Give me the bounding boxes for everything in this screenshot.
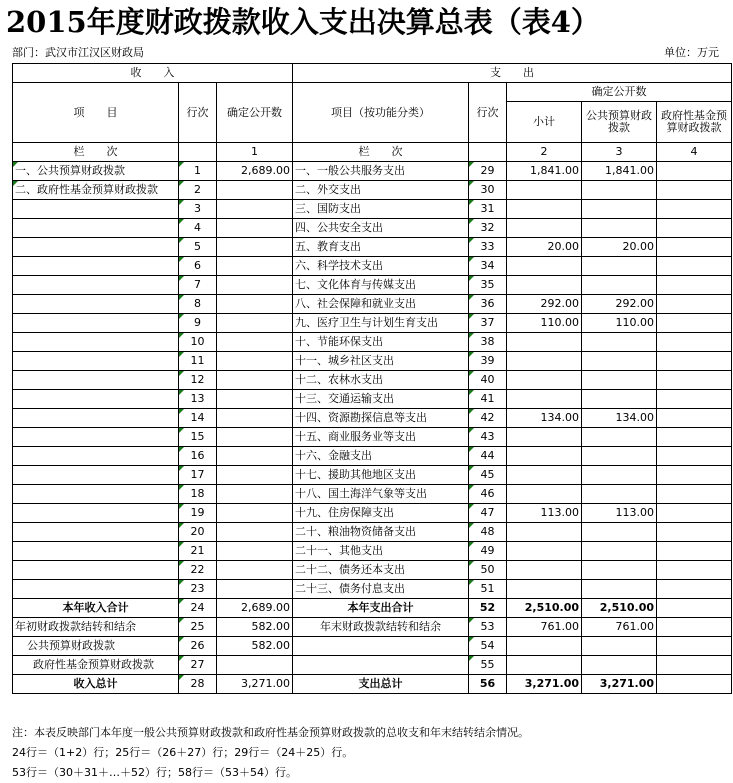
begin-balance-value: 582.00 <box>217 618 293 637</box>
public-budget-value <box>582 352 657 371</box>
public-budget-value <box>582 219 657 238</box>
row-no: 1 <box>179 162 217 181</box>
public-budget-value: 110.00 <box>582 314 657 333</box>
subtotal-value <box>507 276 582 295</box>
gov-fund-value <box>657 257 732 276</box>
row-no: 16 <box>179 447 217 466</box>
subtotal-value: 1,841.00 <box>507 162 582 181</box>
row-no: 31 <box>469 200 507 219</box>
income-item <box>13 276 179 295</box>
income-value <box>217 181 293 200</box>
row-no: 54 <box>469 637 507 656</box>
year-expense-public: 2,510.00 <box>582 599 657 618</box>
end-balance-gov <box>657 618 732 637</box>
gov-fund-value <box>657 542 732 561</box>
row-no: 9 <box>179 314 217 333</box>
income-value <box>217 580 293 599</box>
begin-balance-label: 年初财政拨款结转和结余 <box>13 618 179 637</box>
income-value <box>217 257 293 276</box>
table-row <box>13 257 732 276</box>
row-no: 3 <box>179 200 217 219</box>
gov-fund-value <box>657 447 732 466</box>
row-no: 20 <box>179 523 217 542</box>
row-no: 35 <box>469 276 507 295</box>
row-no: 22 <box>179 561 217 580</box>
public-budget-value <box>582 428 657 447</box>
expense-item: 十一、城乡社区支出 <box>293 352 469 371</box>
expense-item: 四、公共安全支出 <box>293 219 469 238</box>
public-budget-value <box>582 523 657 542</box>
table-row <box>13 295 732 314</box>
expense-item: 六、科学技术支出 <box>293 257 469 276</box>
income-item <box>13 504 179 523</box>
expense-item: 二、外交支出 <box>293 181 469 200</box>
row-no: 44 <box>469 447 507 466</box>
gov-fund-value <box>657 390 732 409</box>
row-no: 15 <box>179 428 217 447</box>
income-value <box>217 390 293 409</box>
table-row <box>13 523 732 542</box>
expense-item: 二十二、债务还本支出 <box>293 561 469 580</box>
table-row <box>13 485 732 504</box>
row-no: 37 <box>469 314 507 333</box>
public-budget-value <box>582 181 657 200</box>
income-value <box>217 447 293 466</box>
end-balance-subtotal: 761.00 <box>507 618 582 637</box>
expense-total-label: 支出总计 <box>293 675 469 694</box>
begin-gov-label: 政府性基金预算财政拨款 <box>13 656 179 675</box>
table-row <box>13 162 732 181</box>
income-item <box>13 485 179 504</box>
table-row <box>13 637 732 656</box>
row-no: 30 <box>469 181 507 200</box>
table-row <box>13 542 732 561</box>
row-no: 47 <box>469 504 507 523</box>
col-1-label: 1 <box>217 143 293 162</box>
row-no: 13 <box>179 390 217 409</box>
subtotal-value: 20.00 <box>507 238 582 257</box>
income-value <box>217 371 293 390</box>
table-row <box>13 181 732 200</box>
row-no: 25 <box>179 618 217 637</box>
subtotal-value <box>507 485 582 504</box>
income-header: 收 入 <box>13 64 293 83</box>
income-item <box>13 200 179 219</box>
gov-fund-value <box>657 580 732 599</box>
income-item: 一、公共预算财政拨款 <box>13 162 179 181</box>
note-line: 24行＝（1+2）行；25行＝（26＋27）行；29行＝（24＋25）行。 <box>12 746 354 759</box>
row-no: 17 <box>179 466 217 485</box>
row-no: 34 <box>469 257 507 276</box>
expense-col-label: 栏 次 <box>293 143 469 162</box>
subtotal-value <box>507 257 582 276</box>
income-row-no-header: 行次 <box>179 83 217 143</box>
notes <box>12 723 727 783</box>
col-3-label: 3 <box>582 143 657 162</box>
expense-item: 十六、金融支出 <box>293 447 469 466</box>
public-budget-value <box>582 333 657 352</box>
subtotal-value <box>507 352 582 371</box>
subtotal-value: 110.00 <box>507 314 582 333</box>
row-no: 55 <box>469 656 507 675</box>
gov-fund-value <box>657 276 732 295</box>
gov-fund-value <box>657 162 732 181</box>
table-row <box>13 466 732 485</box>
income-item <box>13 238 179 257</box>
totals-body <box>13 599 732 694</box>
expense-row-no-header: 行次 <box>469 83 507 143</box>
public-budget-value: 292.00 <box>582 295 657 314</box>
table-row <box>13 276 732 295</box>
row-no: 53 <box>469 618 507 637</box>
expense-item: 二十一、其他支出 <box>293 542 469 561</box>
row-no: 14 <box>179 409 217 428</box>
income-item <box>13 466 179 485</box>
table-row <box>13 504 732 523</box>
subtotal-value <box>507 200 582 219</box>
income-value: 2,689.00 <box>217 162 293 181</box>
end-balance-label: 年末财政拨款结转和结余 <box>293 618 469 637</box>
subtotal-value <box>507 390 582 409</box>
expense-item: 一、一般公共服务支出 <box>293 162 469 181</box>
income-item-header: 项 目 <box>13 83 179 143</box>
income-item <box>13 257 179 276</box>
table-row <box>13 656 732 675</box>
public-budget-value <box>582 257 657 276</box>
row-no: 56 <box>469 675 507 694</box>
public-budget-value: 20.00 <box>582 238 657 257</box>
gov-fund-value <box>657 485 732 504</box>
income-value <box>217 200 293 219</box>
subtotal-value <box>507 428 582 447</box>
gov-fund-value <box>657 371 732 390</box>
public-budget-value: 134.00 <box>582 409 657 428</box>
income-item <box>13 428 179 447</box>
public-budget-value <box>582 390 657 409</box>
subtotal-value <box>507 580 582 599</box>
expense-item: 十五、商业服务业等支出 <box>293 428 469 447</box>
table-row <box>13 219 732 238</box>
subtotal-header: 小计 <box>507 102 582 143</box>
subtotal-value: 292.00 <box>507 295 582 314</box>
gov-fund-value <box>657 504 732 523</box>
income-item <box>13 371 179 390</box>
year-expense-gov <box>657 599 732 618</box>
expense-total-gov <box>657 675 732 694</box>
public-budget-value <box>582 200 657 219</box>
table-row <box>13 352 732 371</box>
income-value <box>217 238 293 257</box>
gov-fund-value <box>657 181 732 200</box>
expense-item: 八、社会保障和就业支出 <box>293 295 469 314</box>
subtotal-value <box>507 523 582 542</box>
expense-item: 十九、住房保障支出 <box>293 504 469 523</box>
year-expense-subtotal: 2,510.00 <box>507 599 582 618</box>
public-budget-value <box>582 485 657 504</box>
col-2-label: 2 <box>507 143 582 162</box>
col-4-label: 4 <box>657 143 732 162</box>
expense-header: 支 出 <box>293 64 732 83</box>
expense-total-subtotal: 3,271.00 <box>507 675 582 694</box>
row-no: 28 <box>179 675 217 694</box>
subtotal-value <box>507 371 582 390</box>
income-value <box>217 561 293 580</box>
row-no: 21 <box>179 542 217 561</box>
subtotal-value <box>507 181 582 200</box>
gov-fund-value <box>657 561 732 580</box>
row-no: 45 <box>469 466 507 485</box>
subtotal-value <box>507 333 582 352</box>
public-budget-value: 113.00 <box>582 504 657 523</box>
year-expense-label: 本年支出合计 <box>293 599 469 618</box>
gov-fund-value <box>657 428 732 447</box>
income-item <box>13 219 179 238</box>
department-label: 部门：武汉市江汉区财政局 <box>12 46 144 59</box>
row-no: 11 <box>179 352 217 371</box>
row-no: 36 <box>469 295 507 314</box>
page-title: 2015年度财政拨款收入支出决算总表（表4） <box>6 5 600 39</box>
gov-fund-value <box>657 314 732 333</box>
income-item <box>13 409 179 428</box>
income-value <box>217 504 293 523</box>
table-row <box>13 618 732 637</box>
row-no: 41 <box>469 390 507 409</box>
gov-fund-value <box>657 466 732 485</box>
income-value <box>217 542 293 561</box>
public-budget-value <box>582 466 657 485</box>
income-public-header: 确定公开数 <box>217 83 293 143</box>
table-row <box>13 238 732 257</box>
public-budget-value <box>582 580 657 599</box>
public-budget-header: 公共预算财政拨款 <box>582 102 657 143</box>
public-budget-value <box>582 371 657 390</box>
expense-public-header: 确定公开数 <box>507 83 732 102</box>
row-no: 48 <box>469 523 507 542</box>
income-value <box>217 466 293 485</box>
row-no: 43 <box>469 428 507 447</box>
income-value <box>217 276 293 295</box>
row-no: 5 <box>179 238 217 257</box>
income-item <box>13 352 179 371</box>
row-no: 49 <box>469 542 507 561</box>
gov-fund-value <box>657 523 732 542</box>
income-item <box>13 390 179 409</box>
income-item <box>13 580 179 599</box>
income-value <box>217 485 293 504</box>
income-total-label: 收入总计 <box>13 675 179 694</box>
expense-item: 二十、粮油物资储备支出 <box>293 523 469 542</box>
row-no: 7 <box>179 276 217 295</box>
row-no: 8 <box>179 295 217 314</box>
row-no: 18 <box>179 485 217 504</box>
income-value <box>217 523 293 542</box>
begin-gov-value <box>217 656 293 675</box>
row-no: 29 <box>469 162 507 181</box>
income-item <box>13 333 179 352</box>
table-row <box>13 200 732 219</box>
subtotal-value: 134.00 <box>507 409 582 428</box>
expense-item: 二十三、债务付息支出 <box>293 580 469 599</box>
row-no: 32 <box>469 219 507 238</box>
expense-item: 九、医疗卫生与计划生育支出 <box>293 314 469 333</box>
gov-fund-value <box>657 238 732 257</box>
table-row <box>13 447 732 466</box>
note-line: 注：本表反映部门本年度一般公共预算财政拨款和政府性基金预算财政拨款的总收支和年末结转结余情况。 <box>12 726 529 739</box>
expense-item: 十八、国土海洋气象等支出 <box>293 485 469 504</box>
gov-fund-header: 政府性基金预算财政拨款 <box>657 102 732 143</box>
row-no: 39 <box>469 352 507 371</box>
year-income-label: 本年收入合计 <box>13 599 179 618</box>
subtotal-value: 113.00 <box>507 504 582 523</box>
income-item <box>13 542 179 561</box>
row-no: 24 <box>179 599 217 618</box>
unit-label: 单位：万元 <box>664 46 719 59</box>
table-body <box>13 162 732 599</box>
income-item <box>13 561 179 580</box>
row-no: 19 <box>179 504 217 523</box>
expense-item: 七、文化体育与传媒支出 <box>293 276 469 295</box>
public-budget-value: 1,841.00 <box>582 162 657 181</box>
table-row <box>13 428 732 447</box>
table-row <box>13 409 732 428</box>
income-item <box>13 523 179 542</box>
row-no: 46 <box>469 485 507 504</box>
row-no: 50 <box>469 561 507 580</box>
public-budget-value <box>582 447 657 466</box>
expense-item: 十四、资源勘探信息等支出 <box>293 409 469 428</box>
year-income-value: 2,689.00 <box>217 599 293 618</box>
row-no: 6 <box>179 257 217 276</box>
row-no: 4 <box>179 219 217 238</box>
income-value <box>217 314 293 333</box>
begin-public-label: 公共预算财政拨款 <box>13 637 179 656</box>
note-line: 53行＝（30＋31＋…＋52）行；58行＝（53＋54）行。 <box>12 766 297 779</box>
table-row <box>13 390 732 409</box>
row-no: 27 <box>179 656 217 675</box>
income-value <box>217 352 293 371</box>
gov-fund-value <box>657 200 732 219</box>
gov-fund-value <box>657 295 732 314</box>
row-no: 2 <box>179 181 217 200</box>
subtotal-value <box>507 466 582 485</box>
row-no: 26 <box>179 637 217 656</box>
begin-public-value: 582.00 <box>217 637 293 656</box>
expense-item: 十二、农林水支出 <box>293 371 469 390</box>
expense-item: 十七、援助其他地区支出 <box>293 466 469 485</box>
expense-item: 五、教育支出 <box>293 238 469 257</box>
gov-fund-value <box>657 219 732 238</box>
public-budget-value <box>582 561 657 580</box>
income-value <box>217 409 293 428</box>
gov-fund-value <box>657 333 732 352</box>
income-value <box>217 219 293 238</box>
income-item <box>13 447 179 466</box>
row-no: 40 <box>469 371 507 390</box>
row-no: 10 <box>179 333 217 352</box>
expense-item-header: 项目（按功能分类） <box>293 83 469 143</box>
table-row <box>13 561 732 580</box>
row-no: 42 <box>469 409 507 428</box>
expense-item: 三、国防支出 <box>293 200 469 219</box>
table-row <box>13 675 732 694</box>
subtotal-value <box>507 542 582 561</box>
row-no: 12 <box>179 371 217 390</box>
row-no: 51 <box>469 580 507 599</box>
row-no: 33 <box>469 238 507 257</box>
table-row <box>13 580 732 599</box>
income-item <box>13 295 179 314</box>
end-balance-public: 761.00 <box>582 618 657 637</box>
expense-item: 十三、交通运输支出 <box>293 390 469 409</box>
subtotal-value <box>507 447 582 466</box>
income-value <box>217 333 293 352</box>
table-row <box>13 314 732 333</box>
subtotal-value <box>507 219 582 238</box>
table-row <box>13 333 732 352</box>
expense-total-public: 3,271.00 <box>582 675 657 694</box>
row-no: 23 <box>179 580 217 599</box>
public-budget-value <box>582 276 657 295</box>
row-no: 52 <box>469 599 507 618</box>
income-value <box>217 295 293 314</box>
expense-item: 十、节能环保支出 <box>293 333 469 352</box>
income-total-value: 3,271.00 <box>217 675 293 694</box>
gov-fund-value <box>657 352 732 371</box>
public-budget-value <box>582 542 657 561</box>
table-row <box>13 371 732 390</box>
income-value <box>217 428 293 447</box>
income-item: 二、政府性基金预算财政拨款 <box>13 181 179 200</box>
budget-summary-table <box>12 63 732 694</box>
row-no: 38 <box>469 333 507 352</box>
table-row <box>13 599 732 618</box>
income-item <box>13 314 179 333</box>
gov-fund-value <box>657 409 732 428</box>
income-col-label: 栏 次 <box>13 143 179 162</box>
subtotal-value <box>507 561 582 580</box>
